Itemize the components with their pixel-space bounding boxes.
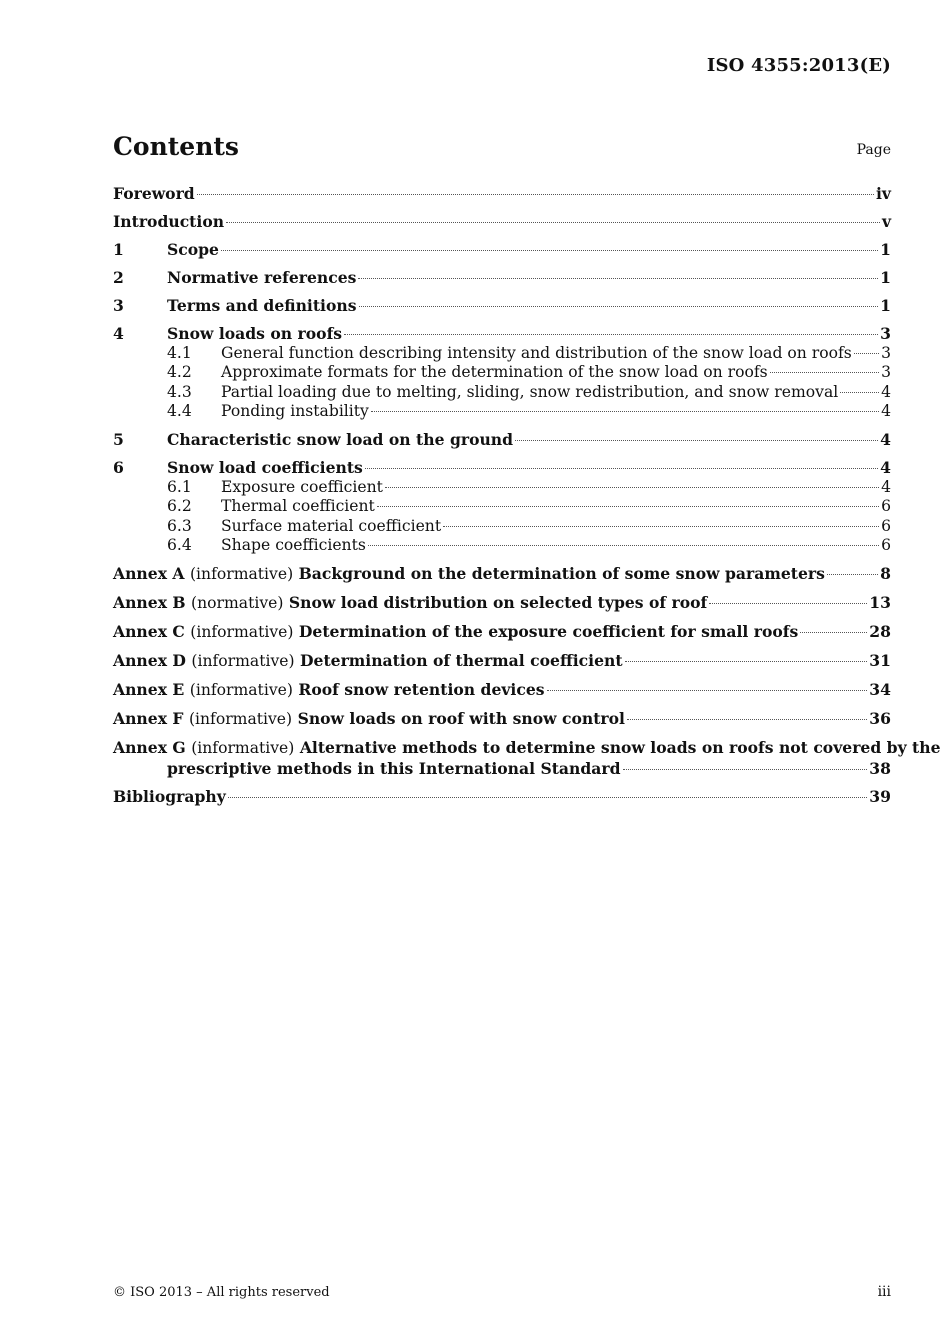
toc-entry-4-1[interactable] xyxy=(113,344,891,364)
dot-leader xyxy=(827,574,878,575)
dot-leader xyxy=(443,526,879,527)
toc-entry-4-4[interactable] xyxy=(113,402,891,422)
annex-kind: (normative) xyxy=(191,594,284,612)
copyright-notice: © ISO 2013 – All rights reserved xyxy=(113,1285,330,1300)
toc-page: 39 xyxy=(869,786,891,806)
toc-number: 6.1 xyxy=(167,477,192,496)
toc-entry-4-2[interactable] xyxy=(113,363,891,383)
dot-leader xyxy=(228,797,868,798)
toc-page: 1 xyxy=(880,268,891,287)
toc-entry-terms-and-definitions[interactable] xyxy=(113,296,891,316)
toc-title: Approximate formats for the determination of the snow load on roofs xyxy=(221,363,768,381)
annex-title-line2: prescriptive methods in this International Standard xyxy=(167,758,621,778)
toc-page: 4 xyxy=(881,402,891,420)
toc-entry-6-2[interactable] xyxy=(113,497,891,517)
annex-title: Background on the determination of some snow parameters xyxy=(298,564,825,583)
toc-title: Surface material coefficient xyxy=(221,516,442,535)
toc-title: Normative references xyxy=(167,268,357,287)
toc-number: 3 xyxy=(113,296,124,315)
toc-page: 6 xyxy=(881,516,891,535)
toc-number: 1 xyxy=(113,240,124,259)
annex-label: Annex F xyxy=(113,709,184,728)
toc-number: 6.4 xyxy=(167,536,192,554)
toc-title: Snow loads on roofs xyxy=(167,324,343,343)
toc-page: 3 xyxy=(880,324,891,343)
annex-kind: (informative) xyxy=(188,710,293,728)
dot-leader xyxy=(359,306,879,307)
toc-title: Introduction xyxy=(113,212,225,231)
toc-number: 6.3 xyxy=(167,516,192,535)
toc-title: Thermal coefficient xyxy=(221,497,375,515)
toc-number: 6 xyxy=(113,458,124,477)
toc-page: 4 xyxy=(880,430,891,449)
toc-page: 4 xyxy=(881,477,891,496)
annex-label: Annex C xyxy=(113,622,185,641)
toc-number: 6.2 xyxy=(167,497,192,515)
toc-title: Shape coefficients xyxy=(221,536,366,554)
annex-title: Determination of the exposure coefficient for small roofs xyxy=(298,622,799,641)
toc-page: 13 xyxy=(869,593,891,612)
annex-label: Annex D xyxy=(113,651,186,670)
standard-id: ISO 4355:2013(E) xyxy=(706,55,891,76)
toc-entry-characteristic-snow-load[interactable] xyxy=(113,430,891,450)
annex-title: Roof snow retention devices xyxy=(298,680,545,699)
annex-title: Determination of thermal coefficient xyxy=(300,651,623,670)
toc-page: 1 xyxy=(880,296,891,315)
dot-leader xyxy=(221,250,878,251)
toc-title: Bibliography xyxy=(113,786,226,806)
toc-entry-annex-d[interactable] xyxy=(113,651,891,672)
toc-entry-foreword[interactable] xyxy=(113,184,891,204)
toc-entry-annex-g[interactable] xyxy=(113,738,941,778)
toc-number: 4.4 xyxy=(167,402,192,420)
toc-page: 8 xyxy=(880,564,891,583)
contents-title: Contents xyxy=(113,132,240,161)
toc-page: iv xyxy=(876,184,891,203)
toc-title: Snow load coefficients xyxy=(167,458,363,477)
toc-entry-bibliography[interactable] xyxy=(113,787,891,807)
toc-page: 34 xyxy=(869,680,891,699)
toc-number: 5 xyxy=(113,430,124,449)
toc-page: 36 xyxy=(869,709,891,728)
toc-entry-annex-b[interactable] xyxy=(113,593,891,614)
dot-leader xyxy=(344,334,878,335)
toc-page: 3 xyxy=(881,343,891,362)
toc-page: 4 xyxy=(880,458,891,477)
toc-title xyxy=(113,593,707,614)
toc-entry-6-4[interactable] xyxy=(113,536,891,556)
toc-title: Scope xyxy=(167,240,219,259)
toc-entry-introduction[interactable] xyxy=(113,212,891,232)
page-number: iii xyxy=(877,1284,891,1300)
annex-g-second-line xyxy=(113,759,891,779)
dot-leader xyxy=(197,194,874,195)
toc-title xyxy=(113,709,625,730)
annex-kind: (informative) xyxy=(190,623,294,641)
annex-kind: (informative) xyxy=(191,739,295,757)
toc-page: 28 xyxy=(869,622,891,641)
dot-leader xyxy=(800,632,867,633)
toc-entry-annex-c[interactable] xyxy=(113,622,891,643)
dot-leader xyxy=(840,392,879,393)
dot-leader xyxy=(770,372,879,373)
annex-label: Annex E xyxy=(113,680,185,699)
toc-entry-6-3[interactable] xyxy=(113,517,891,537)
annex-title: Snow loads on roof with snow control xyxy=(297,709,625,728)
toc-page: 6 xyxy=(881,536,891,554)
toc-entry-snow-load-coefficients[interactable] xyxy=(113,458,891,478)
toc-page: 3 xyxy=(881,363,891,381)
toc-entry-normative-references[interactable] xyxy=(113,268,891,288)
annex-g-first-line xyxy=(113,738,941,759)
toc-title: Ponding instability xyxy=(221,402,369,420)
toc-page: 38 xyxy=(869,758,891,778)
dot-leader xyxy=(625,661,868,662)
dot-leader xyxy=(371,411,879,412)
annex-kind: (informative) xyxy=(189,565,294,583)
toc-number: 4 xyxy=(113,324,124,343)
toc-title xyxy=(113,564,825,585)
toc-title: Exposure coefficient xyxy=(221,477,383,496)
page-column-label: Page xyxy=(856,142,891,158)
annex-title: Snow load distribution on selected types of roof xyxy=(288,593,708,612)
toc-title: Partial loading due to melting, sliding, snow redistribution, and snow removal xyxy=(221,382,839,401)
dot-leader xyxy=(226,222,880,223)
toc-number: 4.1 xyxy=(167,343,192,362)
toc-number: 4.2 xyxy=(167,363,192,381)
toc-page: v xyxy=(881,212,891,231)
annex-label: Annex B xyxy=(113,593,186,612)
annex-title-line1: Alternative methods to determine snow loads on roofs not covered by the xyxy=(299,738,941,757)
toc-title: General function describing intensity and distribution of the snow load on roofs xyxy=(221,343,852,362)
annex-label: Annex G xyxy=(113,738,186,757)
dot-leader xyxy=(709,603,867,604)
toc-number: 2 xyxy=(113,268,124,287)
dot-leader xyxy=(385,487,879,488)
toc-title: Characteristic snow load on the ground xyxy=(167,430,514,449)
toc-page: 31 xyxy=(869,651,891,670)
toc-entry-annex-e[interactable] xyxy=(113,680,891,701)
dot-leader xyxy=(627,719,867,720)
table-of-contents xyxy=(113,184,941,806)
dot-leader xyxy=(515,440,878,441)
toc-entry-snow-loads-on-roofs[interactable] xyxy=(113,324,891,344)
toc-title xyxy=(113,680,545,701)
toc-page: 4 xyxy=(881,382,891,401)
annex-kind: (informative) xyxy=(191,652,295,670)
toc-number: 4.3 xyxy=(167,382,192,401)
toc-entry-annex-a[interactable] xyxy=(113,564,891,585)
toc-entry-annex-f[interactable] xyxy=(113,709,891,730)
dot-leader xyxy=(365,468,878,469)
annex-label: Annex A xyxy=(113,564,185,583)
toc-page: 1 xyxy=(880,240,891,259)
dot-leader xyxy=(623,769,868,770)
toc-entry-6-1[interactable] xyxy=(113,478,891,498)
toc-title: Terms and definitions xyxy=(167,296,357,315)
toc-entry-4-3[interactable] xyxy=(113,383,891,403)
dot-leader xyxy=(854,353,879,354)
toc-page: 6 xyxy=(881,497,891,515)
dot-leader xyxy=(377,506,879,507)
toc-title xyxy=(113,622,798,643)
dot-leader xyxy=(358,278,878,279)
dot-leader xyxy=(368,545,879,546)
annex-kind: (informative) xyxy=(189,681,293,699)
toc-entry-scope[interactable] xyxy=(113,240,891,260)
toc-title xyxy=(113,651,623,672)
dot-leader xyxy=(547,690,868,691)
toc-title: Foreword xyxy=(113,184,195,203)
